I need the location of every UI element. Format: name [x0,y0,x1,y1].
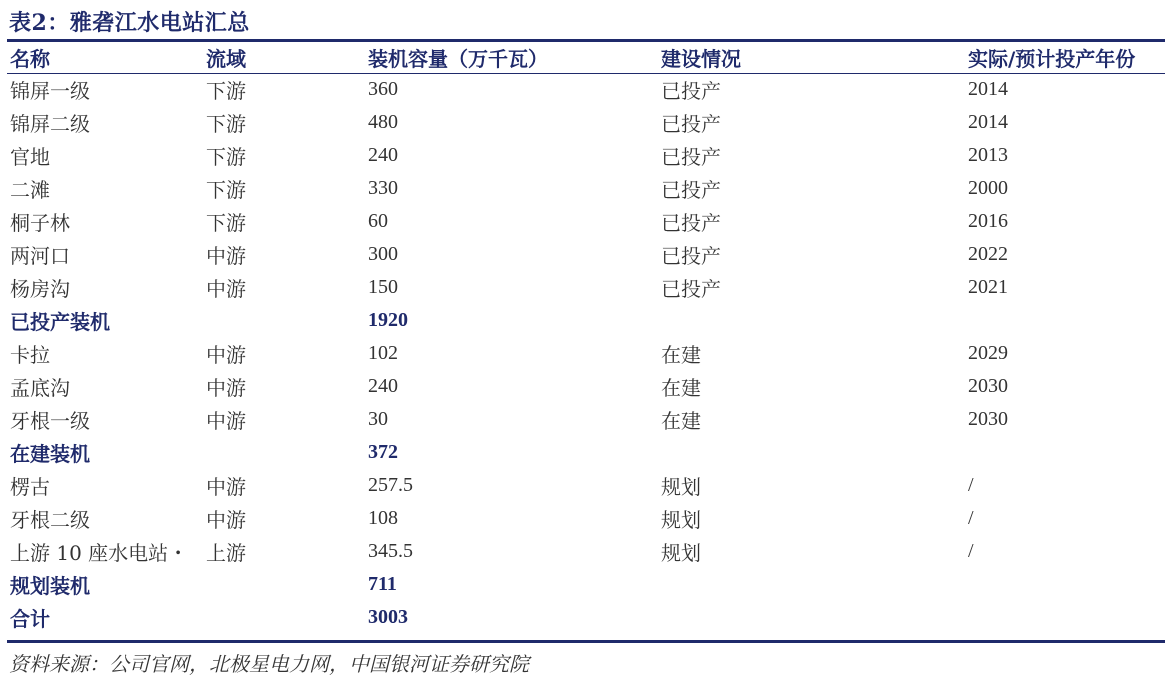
cell-name: 孟底沟 [10,376,70,400]
table-row [7,337,1165,370]
cell-name: 楞古 [10,475,50,499]
cell-capacity: 240 [368,144,398,166]
cell-basin: 中游 [206,508,246,532]
cell-year: 2014 [968,111,1008,133]
bottom-rule [7,640,1165,643]
cell-name: 在建装机 [10,442,90,466]
table-row [7,238,1165,271]
cell-capacity: 360 [368,78,398,100]
cell-status [658,304,965,337]
cell-year: 2022 [968,243,1008,265]
cell-capacity: 240 [368,375,398,397]
table-row [7,469,1165,502]
cell-year: 2000 [968,177,1008,199]
source-note: 资料来源：公司官网，北极星电力网，中国银河证券研究院 [9,652,529,676]
cell-name: 官地 [10,145,50,169]
cell-status: 已投产 [661,178,721,202]
table-row [7,205,1165,238]
cell-basin: 中游 [206,376,246,400]
cell-status [658,601,965,634]
cell-basin: 中游 [206,343,246,367]
cell-name: 牙根二级 [10,508,90,532]
cell-name: 牙根一级 [10,409,90,433]
table-row [7,271,1165,304]
column-header-year: 实际/预计投产年份 [968,47,1136,71]
column-header-capacity: 装机容量（万千瓦） [368,47,548,71]
cell-year: 2030 [968,408,1008,430]
table-title: 表2：雅砻江水电站汇总 [9,10,250,36]
table-row [7,106,1165,139]
cell-basin: 下游 [206,145,246,169]
table-body [7,73,1165,634]
cell-basin [203,304,365,337]
cell-capacity: 345.5 [368,540,413,562]
cell-capacity: 300 [368,243,398,265]
cell-capacity: 3003 [368,606,408,628]
cell-capacity: 60 [368,210,388,232]
cell-name: 两河口 [10,244,70,268]
cell-status: 已投产 [661,145,721,169]
cell-status [658,436,965,469]
cell-name: 上游 10 座水电站・ [10,541,189,565]
cell-name: 桐子林 [10,211,70,235]
cell-status: 已投产 [661,277,721,301]
cell-basin: 中游 [206,475,246,499]
cell-year: / [968,507,974,529]
cell-capacity: 480 [368,111,398,133]
cell-status: 在建 [661,376,701,400]
cell-basin [203,436,365,469]
cell-name: 规划装机 [10,574,90,598]
cell-year [965,304,1165,337]
cell-basin: 中游 [206,409,246,433]
cell-basin: 下游 [206,112,246,136]
cell-capacity: 330 [368,177,398,199]
cell-basin: 下游 [206,211,246,235]
cell-year: 2030 [968,375,1008,397]
cell-status: 规划 [661,508,701,532]
cell-year: 2014 [968,78,1008,100]
cell-basin: 下游 [206,79,246,103]
cell-status: 在建 [661,409,701,433]
cell-status: 已投产 [661,211,721,235]
cell-name: 杨房沟 [10,277,70,301]
subtotal-row [7,304,1165,337]
cell-basin [203,568,365,601]
cell-year: / [968,540,974,562]
cell-capacity: 150 [368,276,398,298]
table-row [7,139,1165,172]
cell-year [965,568,1165,601]
table-row [7,172,1165,205]
cell-capacity: 372 [368,441,398,463]
cell-year: 2016 [968,210,1008,232]
cell-capacity: 30 [368,408,388,430]
cell-name: 合计 [10,607,50,631]
column-header-basin: 流域 [206,47,246,71]
column-header-status: 建设情况 [661,47,741,71]
cell-capacity: 102 [368,342,398,364]
cell-status: 规划 [661,541,701,565]
cell-basin: 中游 [206,277,246,301]
cell-status: 已投产 [661,244,721,268]
subtotal-row [7,436,1165,469]
cell-name: 已投产装机 [10,310,110,334]
cell-status [658,568,965,601]
cell-year: 2029 [968,342,1008,364]
cell-year: / [968,474,974,496]
cell-year: 2013 [968,144,1008,166]
cell-status: 规划 [661,475,701,499]
cell-capacity: 1920 [368,309,408,331]
cell-capacity: 711 [368,573,397,595]
hydropower-table [7,42,1165,634]
cell-name: 锦屏二级 [10,112,90,136]
cell-name: 锦屏一级 [10,79,90,103]
subtotal-row [7,568,1165,601]
cell-capacity: 257.5 [368,474,413,496]
table-row [7,370,1165,403]
cell-basin: 上游 [206,541,246,565]
cell-year: 2021 [968,276,1008,298]
table-row [7,535,1165,568]
cell-status: 在建 [661,343,701,367]
cell-status: 已投产 [661,79,721,103]
cell-basin [203,601,365,634]
table-row [7,403,1165,436]
table-row [7,502,1165,535]
cell-capacity: 108 [368,507,398,529]
cell-name: 卡拉 [10,343,50,367]
cell-basin: 下游 [206,178,246,202]
table-row [7,73,1165,106]
cell-name: 二滩 [10,178,50,202]
cell-year [965,436,1165,469]
cell-status: 已投产 [661,112,721,136]
subtotal-row [7,601,1165,634]
cell-basin: 中游 [206,244,246,268]
column-header-name: 名称 [10,47,50,71]
table-header-row [7,42,1165,73]
cell-year [965,601,1165,634]
